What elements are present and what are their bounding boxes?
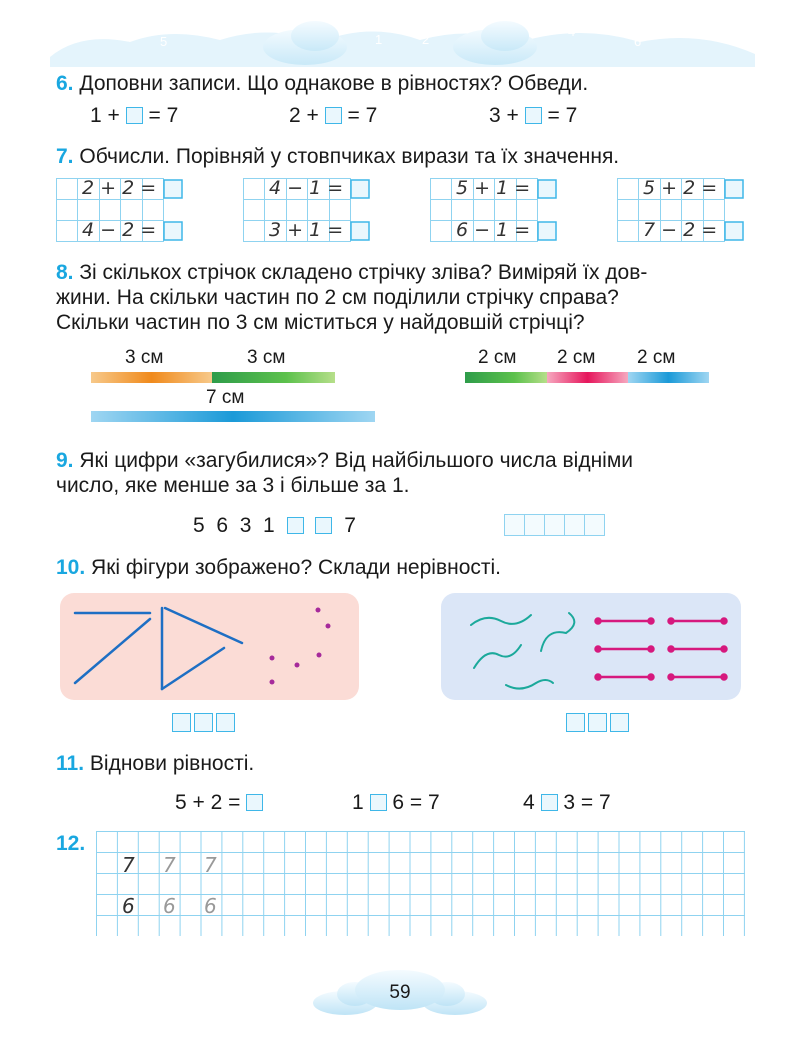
page-number: 59 bbox=[389, 982, 411, 1003]
task-text: Віднови рівності. bbox=[89, 752, 255, 775]
expression-top: 5 + 1 = bbox=[456, 177, 531, 199]
eq-right: 6 = 7 bbox=[392, 791, 440, 814]
task-text: число, яке менше за 3 і більше за 1. bbox=[56, 474, 410, 497]
task-text: Які фігури зображено? Склади нерівності. bbox=[91, 556, 501, 579]
answer-box[interactable] bbox=[610, 713, 629, 732]
strip-label: 2 см bbox=[637, 347, 676, 368]
header-digit: 8 bbox=[692, 24, 700, 39]
answer-box[interactable] bbox=[566, 713, 585, 732]
eq-left: 5 + 2 = bbox=[175, 791, 241, 814]
orange-strip bbox=[91, 372, 212, 383]
header-digit: 4 bbox=[568, 24, 576, 39]
answer-box[interactable] bbox=[588, 713, 607, 732]
figures-panel-left bbox=[60, 593, 359, 700]
task-text: Доповни записи. Що однакове в рівностях? Обведи. bbox=[79, 72, 589, 95]
eq-left: 2 + bbox=[289, 104, 319, 127]
sequence-start: 5 6 3 1 bbox=[193, 514, 275, 537]
curves-and-segments-figure bbox=[441, 593, 741, 700]
expression-bottom: 7 − 2 = bbox=[643, 219, 718, 241]
copy-digit: 6 bbox=[122, 894, 135, 918]
answer-box[interactable] bbox=[541, 794, 558, 811]
strip-label: 7 см bbox=[206, 387, 245, 408]
eq-right: = 7 bbox=[547, 104, 578, 127]
equation bbox=[523, 791, 611, 815]
answer-box[interactable] bbox=[525, 107, 542, 124]
trace-digit: 6 bbox=[163, 894, 176, 918]
expression-top: 2 + 2 = bbox=[82, 177, 157, 199]
figures-panel-right bbox=[441, 593, 741, 700]
number-sequence bbox=[193, 514, 356, 538]
inequality-boxes-right[interactable] bbox=[566, 713, 632, 737]
header-digit: 0 bbox=[396, 14, 404, 29]
task-text: Які цифри «загубилися»? Від найбільшого числа відніми bbox=[79, 449, 634, 472]
grid-lines bbox=[96, 831, 745, 936]
eq-left: 1 + bbox=[90, 104, 120, 127]
task-11-heading bbox=[56, 751, 254, 776]
eq-right: 3 = 7 bbox=[563, 791, 611, 814]
header-digit: 2 bbox=[422, 32, 430, 47]
task-text: Зі скількох стрічок складено стрічку зліва? Виміряй їх дов- bbox=[79, 261, 648, 284]
inequality-boxes-left[interactable] bbox=[172, 713, 238, 737]
trace-digit: 7 bbox=[204, 853, 217, 877]
eq-left: 4 bbox=[523, 791, 535, 814]
equation bbox=[90, 104, 178, 128]
page-footer bbox=[305, 968, 495, 1018]
equation bbox=[175, 791, 263, 815]
task-number: 8. bbox=[56, 261, 74, 284]
task-number: 10. bbox=[56, 556, 86, 579]
copy-digit: 7 bbox=[122, 853, 135, 877]
header-digit: 3 bbox=[226, 22, 234, 37]
task-number: 6. bbox=[56, 72, 74, 95]
task-7-heading bbox=[56, 144, 619, 169]
answer-box[interactable] bbox=[315, 517, 332, 534]
expression-bottom: 4 − 2 = bbox=[82, 219, 157, 241]
header-digit: 6 bbox=[634, 34, 642, 49]
green-part bbox=[465, 372, 547, 383]
equation bbox=[289, 104, 377, 128]
header-digit: 7 bbox=[110, 22, 118, 37]
answer-box[interactable] bbox=[246, 794, 263, 811]
blue-part bbox=[628, 372, 709, 383]
grid-column-4 bbox=[617, 178, 747, 242]
task-text: Обчисли. Порівняй у стовпчиках вирази та їх значення. bbox=[79, 145, 620, 168]
answer-grid[interactable] bbox=[504, 514, 606, 536]
answer-box[interactable] bbox=[287, 517, 304, 534]
task-9-heading bbox=[56, 448, 746, 498]
sequence-end: 7 bbox=[344, 514, 356, 537]
trace-digit: 7 bbox=[163, 853, 176, 877]
answer-box[interactable] bbox=[370, 794, 387, 811]
task-number: 7. bbox=[56, 145, 74, 168]
strip-label: 3 см bbox=[125, 347, 164, 368]
expression-bottom: 6 − 1 = bbox=[456, 219, 531, 241]
task-number: 9. bbox=[56, 449, 74, 472]
expression-top: 5 + 2 = bbox=[643, 177, 718, 199]
answer-box[interactable] bbox=[172, 713, 191, 732]
green-strip bbox=[212, 372, 335, 383]
answer-box[interactable] bbox=[216, 713, 235, 732]
writing-grid[interactable] bbox=[96, 831, 745, 936]
expression-bottom: 3 + 1 = bbox=[269, 219, 344, 241]
task-8-heading bbox=[56, 260, 746, 335]
strip-label: 3 см bbox=[247, 347, 286, 368]
task-text: жини. На скільки частин по 2 см поділили стрічку справа? bbox=[56, 286, 619, 309]
strip-label: 2 см bbox=[478, 347, 517, 368]
task-10-heading bbox=[56, 555, 501, 580]
task-number: 11. bbox=[56, 752, 85, 775]
grid-column-1 bbox=[56, 178, 186, 242]
strip-label: 2 см bbox=[557, 347, 596, 368]
eq-right: = 7 bbox=[347, 104, 378, 127]
task-6-heading bbox=[56, 71, 588, 96]
grid-column-3 bbox=[430, 178, 560, 242]
answer-box[interactable] bbox=[325, 107, 342, 124]
pink-part bbox=[547, 372, 628, 383]
equation bbox=[489, 104, 577, 128]
expression-top: 4 − 1 = bbox=[269, 177, 344, 199]
eq-left: 1 bbox=[352, 791, 364, 814]
trace-digit: 6 bbox=[204, 894, 217, 918]
blue-strip bbox=[91, 411, 375, 422]
header-digit: 5 bbox=[160, 34, 168, 49]
lines-and-points-figure bbox=[60, 593, 359, 700]
eq-right: = 7 bbox=[148, 104, 179, 127]
answer-box[interactable] bbox=[126, 107, 143, 124]
header-digit: 1 bbox=[375, 32, 383, 47]
task-text: Скільки частин по 3 см міститься у найдовшій стрічці? bbox=[56, 311, 585, 334]
header-banner bbox=[40, 12, 760, 67]
equation bbox=[352, 791, 440, 815]
task-number: 12. bbox=[56, 832, 86, 855]
grid-column-2 bbox=[243, 178, 373, 242]
answer-box[interactable] bbox=[194, 713, 213, 732]
eq-left: 3 + bbox=[489, 104, 519, 127]
